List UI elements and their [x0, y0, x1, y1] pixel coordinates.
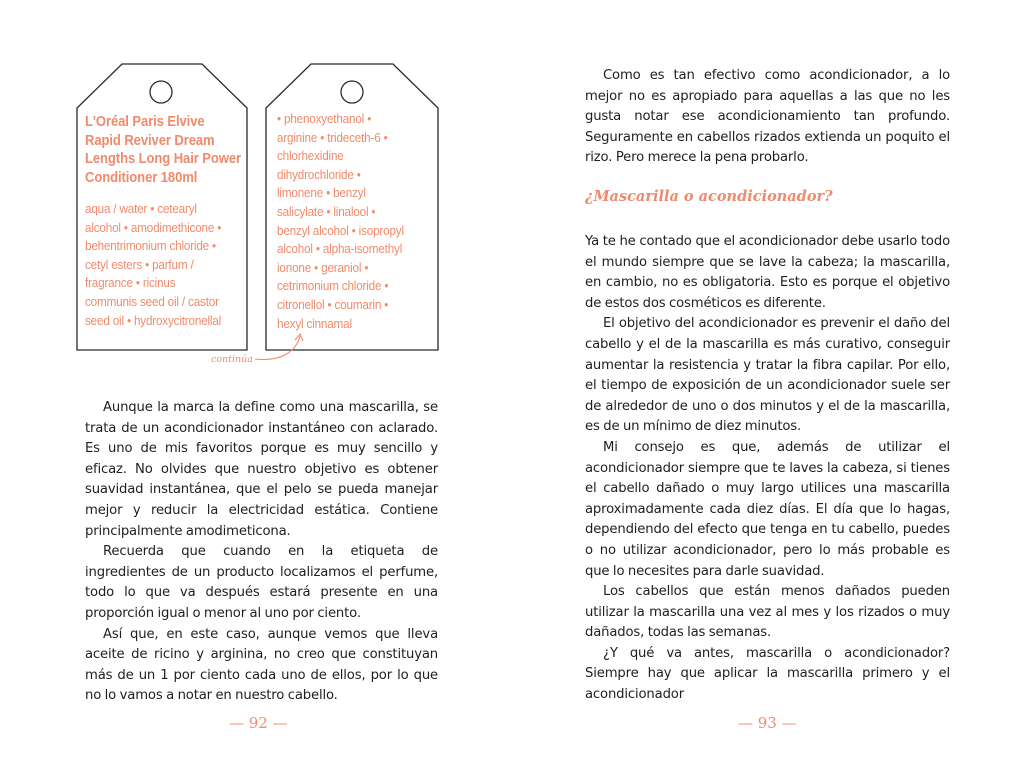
- ingredient-line: hexyl cinnamal: [277, 315, 352, 331]
- page-number-right: — 93 —: [738, 714, 797, 732]
- right-body-text: [585, 232, 950, 706]
- tag-ingredients: [85, 200, 256, 330]
- tag-title-line: L'Oréal Paris Elvive: [85, 114, 205, 130]
- body-paragraph: Mi consejo es que, además de utilizar el acondicionador siempre que te laves la cabeza, si tienes el cabello dañado o muy largo utilices una mascarilla aproximadamente cada diez días. El día que lo hagas, dependiendo del efecto que tenga en tu cabello, puedes o no utilizar acondicionador, pero lo más probable es que lo necesites para darle suavidad.: [585, 439, 950, 579]
- tag-hole-right: [341, 81, 363, 103]
- ingredient-line: seed oil • hydroxycitronellal: [85, 312, 222, 328]
- ingredient-line: chlorhexidine: [277, 148, 344, 164]
- continua-label: continúa: [211, 354, 253, 365]
- tag-left-text: [85, 113, 256, 330]
- ingredient-line: cetrimonium chloride •: [277, 278, 389, 294]
- page-number-left: — 92 —: [229, 714, 288, 732]
- tag-title-line: Rapid Reviver Dream: [85, 132, 215, 149]
- ingredient-line: benzyl alcohol • isopropyl: [277, 222, 404, 238]
- ingredient-line: citronellol • coumarin •: [277, 296, 389, 312]
- ingredient-line: cetyl esters • parfum /: [85, 256, 194, 272]
- ingredient-line: alcohol • amodimethicone •: [85, 219, 222, 235]
- tag-title-line: Lengths Long Hair Power: [85, 151, 241, 167]
- ingredient-line: dihydrochloride •: [277, 166, 361, 182]
- ingredient-line: • phenoxyethanol •: [277, 111, 372, 126]
- section-heading: ¿Mascarilla o acondicionador?: [585, 188, 833, 205]
- ingredient-line: aqua / water • cetearyl: [85, 201, 197, 216]
- ingredient-line: alcohol • alpha-isomethyl: [277, 241, 403, 257]
- ingredient-line: ionone • geraniol •: [277, 259, 369, 275]
- body-paragraph: Recuerda que cuando en la etiqueta de ingredientes de un producto localizamos el perfume, todo lo que va después estará presente en una proporción igual o menor al uno por ciento.: [85, 544, 438, 621]
- body-paragraph: Los cabellos que están menos dañados pueden utilizar la mascarilla una vez al mes y los rizados o muy dañados, todas las semanas.: [585, 584, 950, 641]
- body-paragraph: El objetivo del acondicionador es prevenir el daño del cabello y el de la mascarilla es más curativo, conseguir aumentar la resistencia y tratar la fibra capilar. Por ello, el tiempo de exposición de un acondicionador suele ser de alrededor de uno o dos minutos y el de la mascarilla, es de un mínimo de diez minutos.: [585, 316, 950, 435]
- body-paragraph: ¿Y qué va antes, mascarilla o acondicionador? Siempre hay que aplicar la mascarilla primero y el acondicionador: [585, 645, 950, 703]
- tag-hole-left: [150, 81, 172, 103]
- tag-product-title: [85, 113, 256, 187]
- body-paragraph: Así que, en este caso, aunque vemos que lleva aceite de ricino y arginina, no creo que constituyan más de un 1 por ciento cada uno de ellos, por lo que no lo vamos a notar en nuestro cabello.: [85, 626, 438, 704]
- body-paragraph: Como es tan efectivo como acondicionador, a lo mejor no es apropiado para aquellas a las que no les gusta notar ese acondicionamiento tan profundo. Seguramente en cabellos rizados extienda un poquito el rizo. Pero merece la pena probarlo.: [585, 68, 950, 166]
- product-tags-illustration: [0, 0, 512, 380]
- left-body-text: [85, 398, 438, 707]
- body-paragraph: Ya te he contado que el acondicionador debe usarlo todo el mundo siempre que se lave la cabeza; la mascarilla, en cambio, no es obligatoria. Esto es porque el objetivo de estos dos cosméticos es diferente.: [585, 234, 950, 311]
- ingredient-line: fragrance • ricinus: [85, 275, 176, 291]
- ingredient-line: salicylate • linalool •: [277, 203, 376, 219]
- ingredient-line: limonene • benzyl: [277, 185, 366, 201]
- tag-title-line: Conditioner 180ml: [85, 169, 198, 186]
- ingredient-line: behentrimonium chloride •: [85, 238, 216, 254]
- right-intro-text: [585, 66, 950, 169]
- tag-right-text: [277, 110, 426, 333]
- ingredient-line: communis seed oil / castor: [85, 293, 219, 309]
- body-paragraph: Aunque la marca la define como una mascarilla, se trata de un acondicionador instantáneo con aclarado. Es uno de mis favoritos porque es muy sencillo y eficaz. No olvides que nuestro objetivo es obtener suavidad instantánea, que el pelo se pueda manejar mejor y reducir la electricidad estática. Contiene principalmente amodimeticona.: [85, 400, 438, 539]
- ingredient-line: arginine • trideceth-6 •: [277, 129, 388, 145]
